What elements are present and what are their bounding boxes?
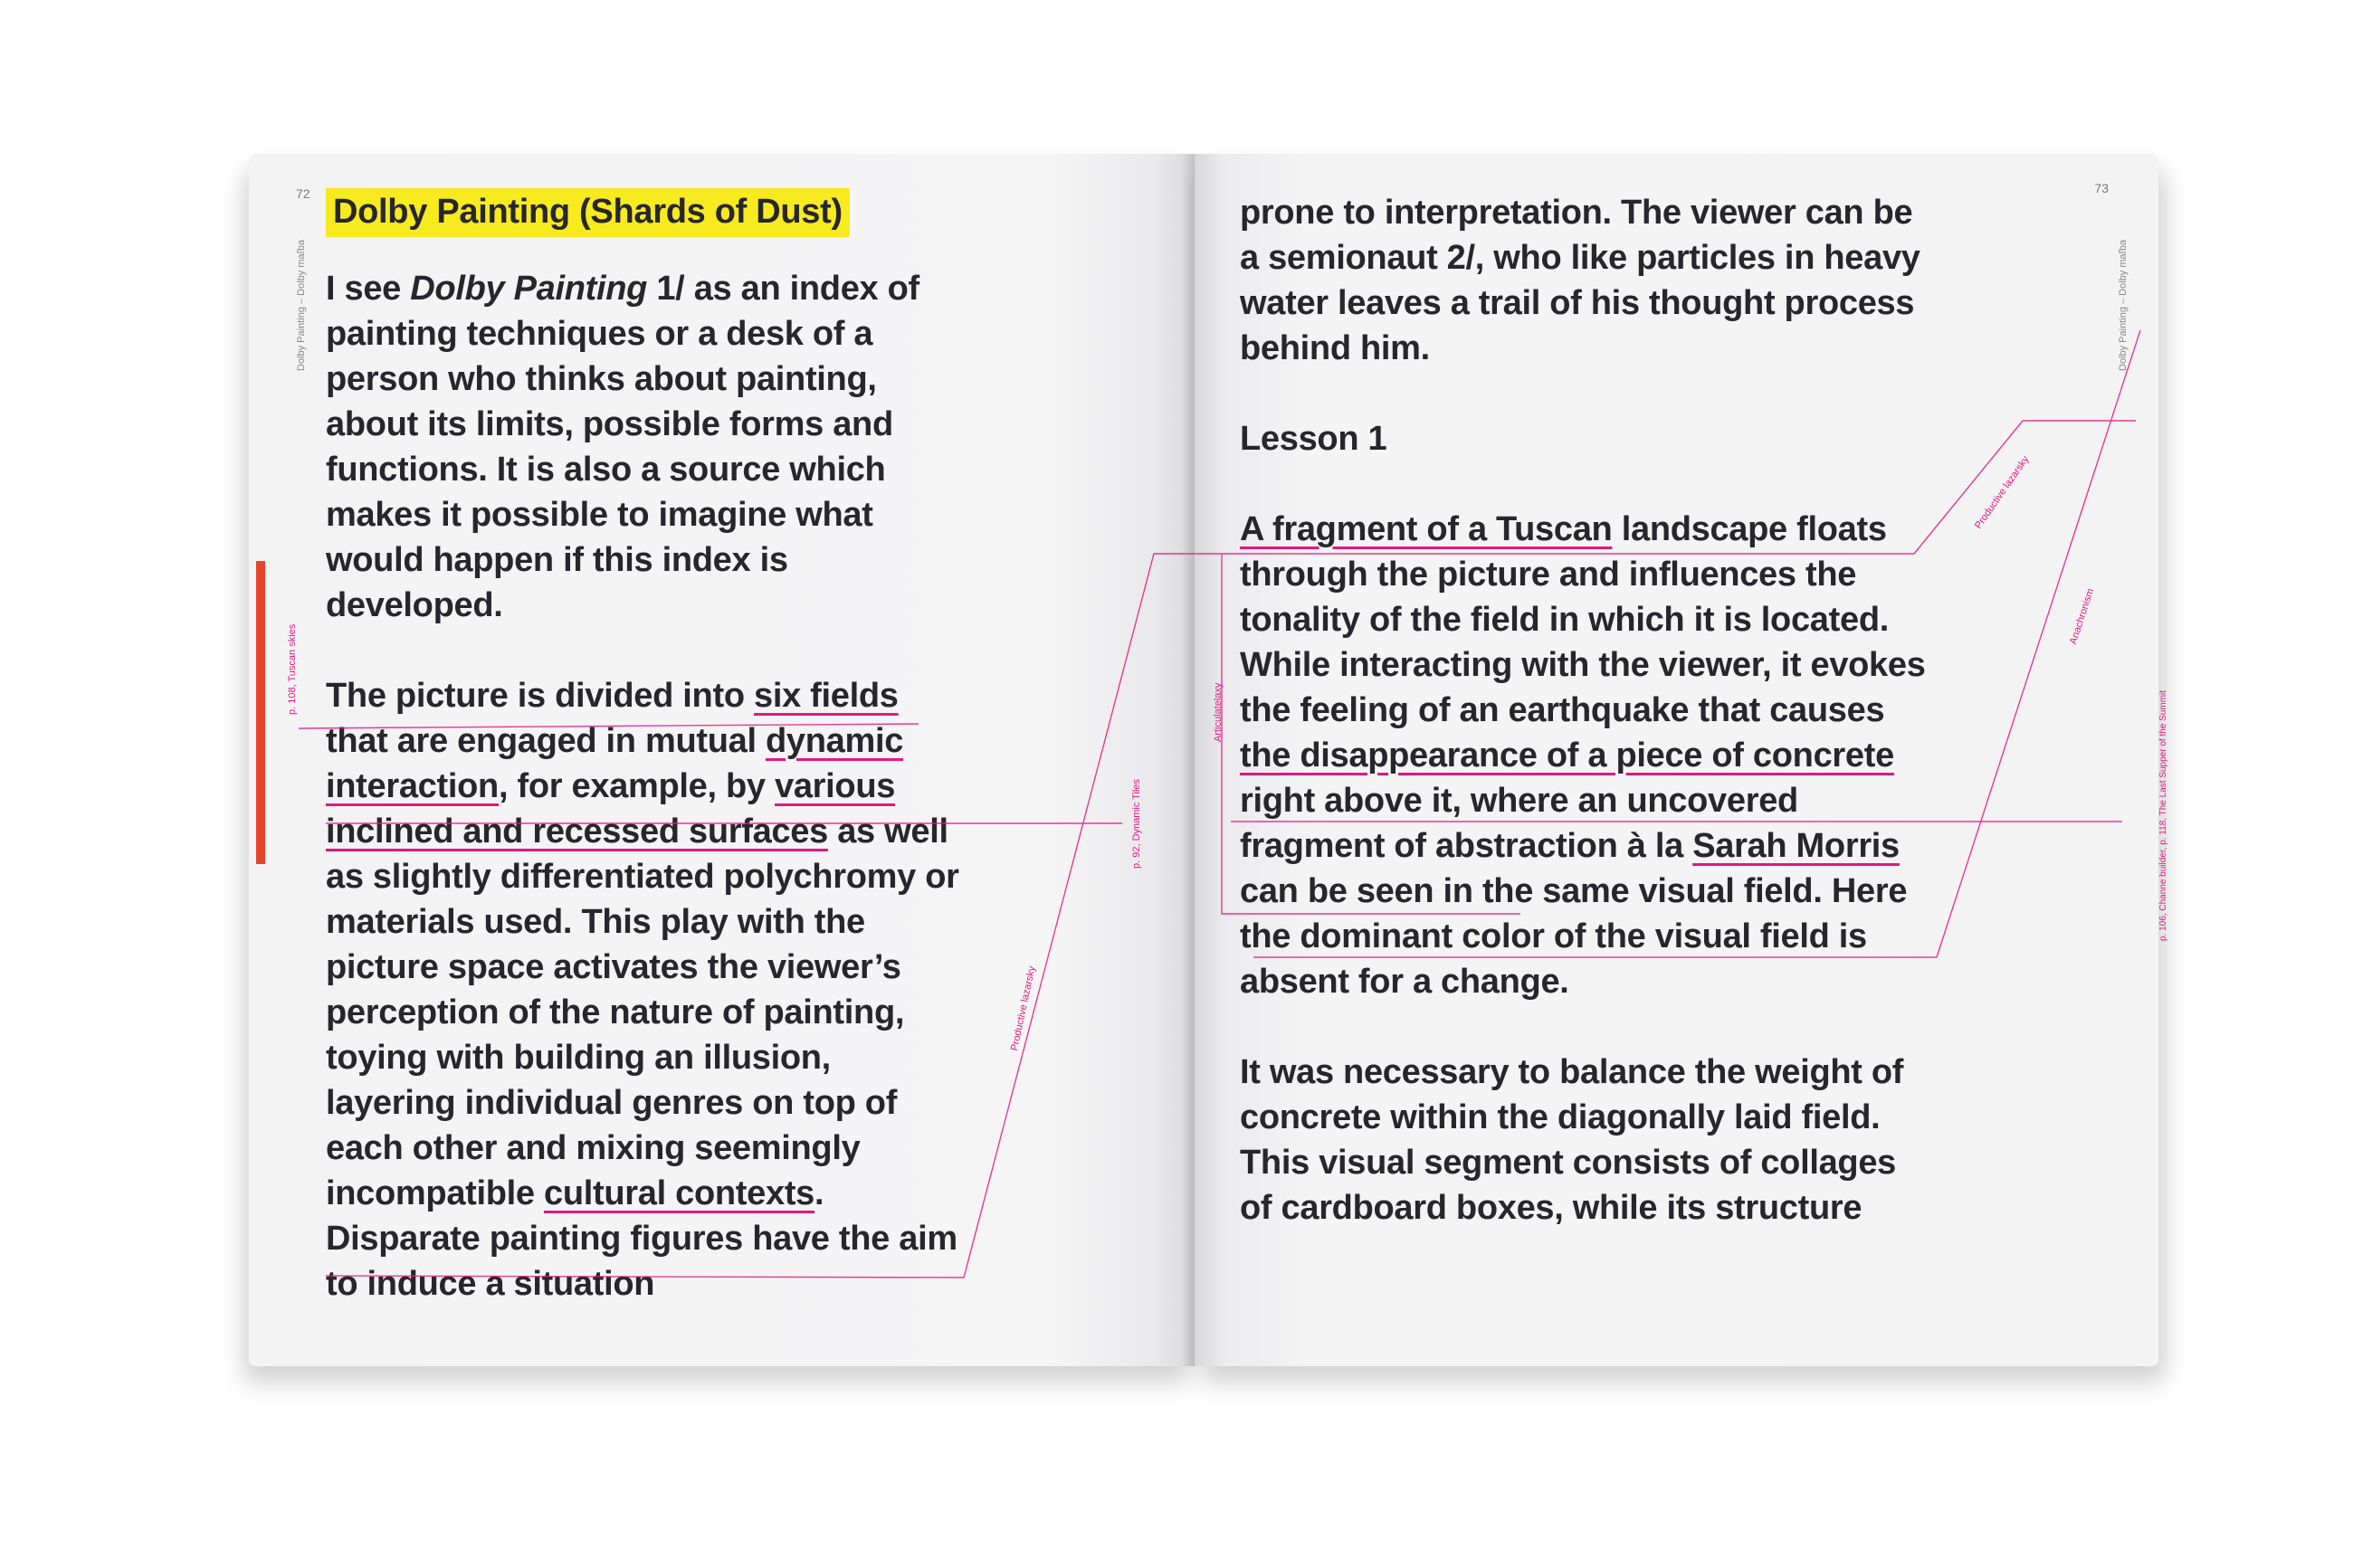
right-margin-note-4: p. 106, Channe builder, p. 118, The Last Supper of the Summit — [2158, 689, 2168, 941]
link-six-fields[interactable]: six fields — [753, 677, 899, 715]
right-paragraph-3: It was necessary to balance the weight of concrete within the diagonally laid field. This visual segment consists of collages of cardboard boxes, while its structure — [1240, 1053, 1904, 1227]
left-page — [249, 154, 1195, 1366]
link-dynamic-interaction[interactable]: dynamic interaction — [326, 722, 904, 805]
left-running-head: Dolby Painting – Dolby maľba — [296, 239, 307, 371]
right-page-number: 73 — [2094, 181, 2109, 195]
right-margin-note-2: Anachronism — [2068, 586, 2097, 646]
link-sarah-morris[interactable]: Sarah Morris — [1692, 827, 1900, 865]
right-running-head: Dolby Painting – Dolby maľba — [2118, 239, 2129, 371]
link-inclined-surfaces[interactable]: various inclined and recessed surfaces — [326, 767, 896, 851]
link-cultural-contexts[interactable]: cultural contexts — [544, 1174, 815, 1212]
left-margin-note-3: Productive lazarsky — [1009, 965, 1038, 1052]
left-margin-note: p. 108, Tuscan skies — [287, 623, 298, 715]
left-paragraph-1: I see Dolby Painting 1/ as an index of painting techniques or a desk of a person who thinks about painting, about its limits, possible forms and functions. It is also a source which makes it possible to imagine what would happen if this index is developed. — [326, 270, 919, 624]
left-page-number: 72 — [296, 186, 310, 201]
left-margin-note-2: p. 92, Dynamic Tiles — [1131, 778, 1142, 869]
left-text-block — [326, 188, 959, 1307]
right-paragraph-2: A fragment of a Tuscan landscape floats through the picture and influences the tonality of the field in which it is located. While interacting with the viewer, it evokes the feeling of an earthquake that causes the disappearance of a piece of concrete right above it, where an uncovered fragment of abstraction à la Sarah Morris can be seen in the same visual field. Here the dominant color of the visual field is absent for a change. — [1240, 510, 1926, 1001]
right-margin-note-3: Articulatelaxy — [1213, 682, 1224, 742]
right-paragraph-1: prone to interpretation. The viewer can be a semionaut 2/, who like particles in heavy water leaves a trail of his thought process behind him. — [1240, 194, 1920, 367]
link-tuscan-fragment[interactable]: A fragment of a Tuscan — [1240, 510, 1613, 548]
right-text-block — [1240, 190, 1928, 1231]
left-paragraph-2: The picture is divided into six fields that are engaged in mutual dynamic interaction, for example, by various inclined and recessed surfaces as well as slightly differentiated polychromy or materials used. This play with the picture space activates the viewer’s perception of the nature of painting, toying with building an illusion, layering individual genres on top of each other and mixing seemingly incompatible cultural contexts. Disparate painting figures have the aim to induce a situation — [326, 677, 959, 1303]
lesson-heading: Lesson 1 — [1240, 420, 1387, 458]
right-margin-note-1: Productive lazarsky — [1973, 453, 2032, 531]
red-edge-strip — [256, 561, 265, 864]
open-book — [249, 154, 2168, 1380]
link-disappearance-concrete[interactable]: the disappearance of a piece of concrete — [1240, 736, 1894, 774]
article-title: Dolby Painting (Shards of Dust) — [326, 188, 850, 237]
right-page — [1195, 154, 2168, 1366]
